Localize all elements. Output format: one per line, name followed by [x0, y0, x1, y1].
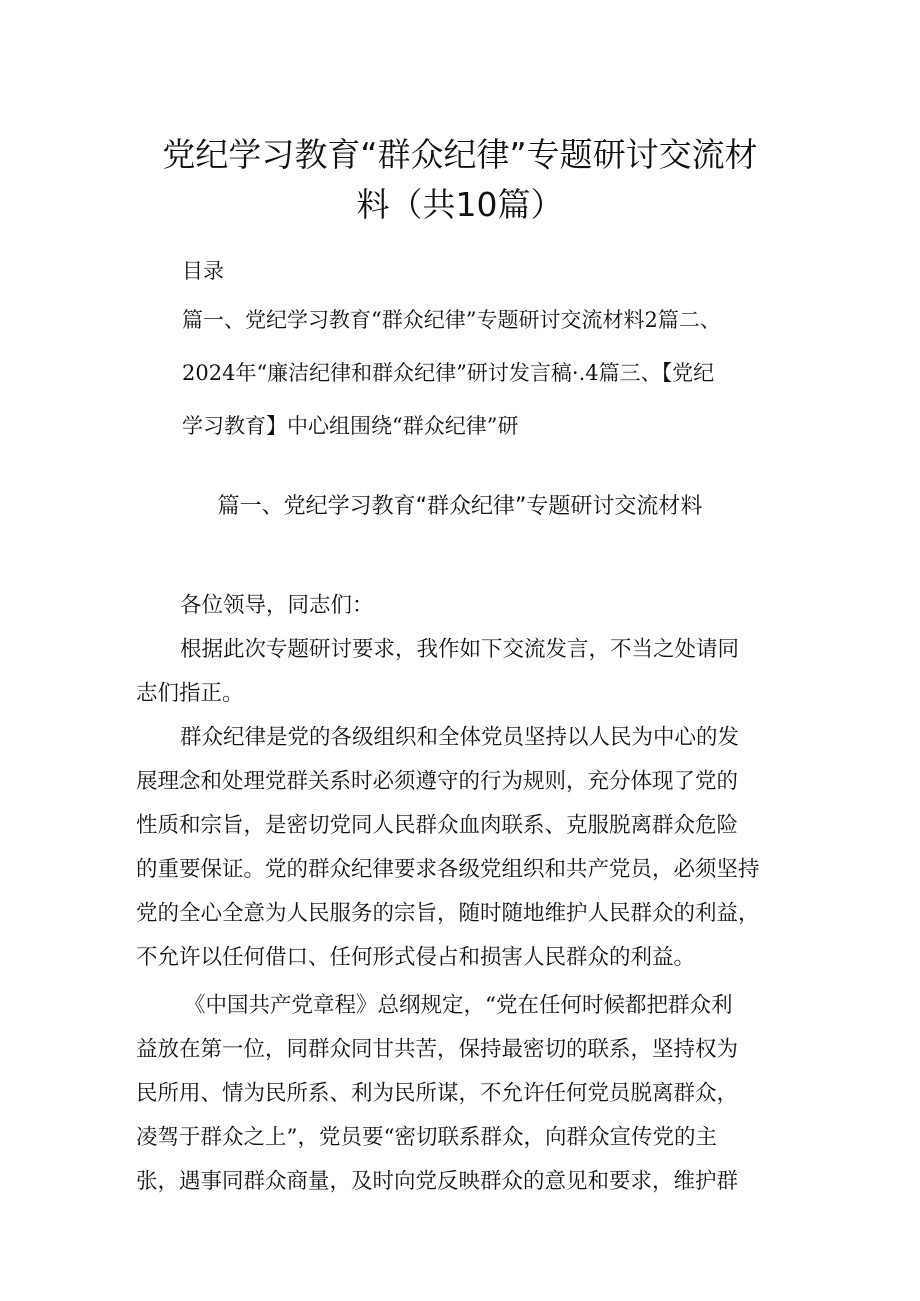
paragraph-line: 展理念和处理党群关系时必须遵守的行为规则，充分体现了党的: [136, 769, 739, 794]
section-heading: 篇一、党纪学习教育“群众纪律”专题研讨交流材料: [217, 494, 703, 519]
toc-line: 学习教育】中心组围绕“群众纪律”研: [182, 414, 519, 438]
paragraph-line: 民所用、情为民所系、利为民所谋，不允许任何党员脱离群众，: [136, 1081, 739, 1106]
paragraph-line: 《中国共产党章程》总纲规定，“党在任何时候都把群众利: [184, 993, 733, 1018]
salutation: 各位领导，同志们：: [180, 593, 374, 618]
paragraph-line: 张，遇事同群众商量，及时向党反映群众的意见和要求，维护群: [136, 1169, 739, 1194]
paragraph-line: 益放在第一位，同群众同甘共苦，保持最密切的联系，坚持权为: [136, 1037, 739, 1062]
toc-line: 篇一、党纪学习教育“群众纪律”专题研讨交流材料2篇二、: [182, 308, 721, 332]
table-of-contents: [182, 305, 792, 464]
toc-line: 2024年“廉洁纪律和群众纪律”研讨发言稿·.4篇三、【党纪: [182, 361, 715, 385]
paragraph-line: 的重要保证。党的群众纪律要求各级党组织和共产党员，必须坚持: [136, 857, 760, 882]
paragraph-line: 不允许以任何借口、任何形式侵占和损害人民群众的利益。: [136, 945, 696, 970]
paragraph-line: 群众纪律是党的各级组织和全体党员坚持以人民为中心的发: [180, 725, 740, 750]
paragraph-line: 性质和宗旨，是密切党同人民群众血肉联系、克服脱离群众危险: [136, 813, 739, 838]
paragraph-line: 根据此次专题研讨要求，我作如下交流发言，不当之处请同: [180, 637, 740, 662]
body-text: [136, 590, 796, 1210]
paragraph-line: 凌驾于群众之上”，党员要“密切联系群众，向群众宣传党的主: [136, 1125, 717, 1150]
paragraph-line: 党的全心全意为人民服务的宗旨，随时随地维护人民群众的利益，: [136, 901, 760, 926]
paragraph-line: 志们指正。: [136, 681, 244, 706]
document-title: [140, 130, 780, 230]
title-line-1: 党纪学习教育“群众纪律”专题研讨交流材: [162, 135, 758, 174]
toc-heading: 目录: [182, 259, 224, 283]
title-line-2: 料（共10篇）: [356, 185, 564, 224]
